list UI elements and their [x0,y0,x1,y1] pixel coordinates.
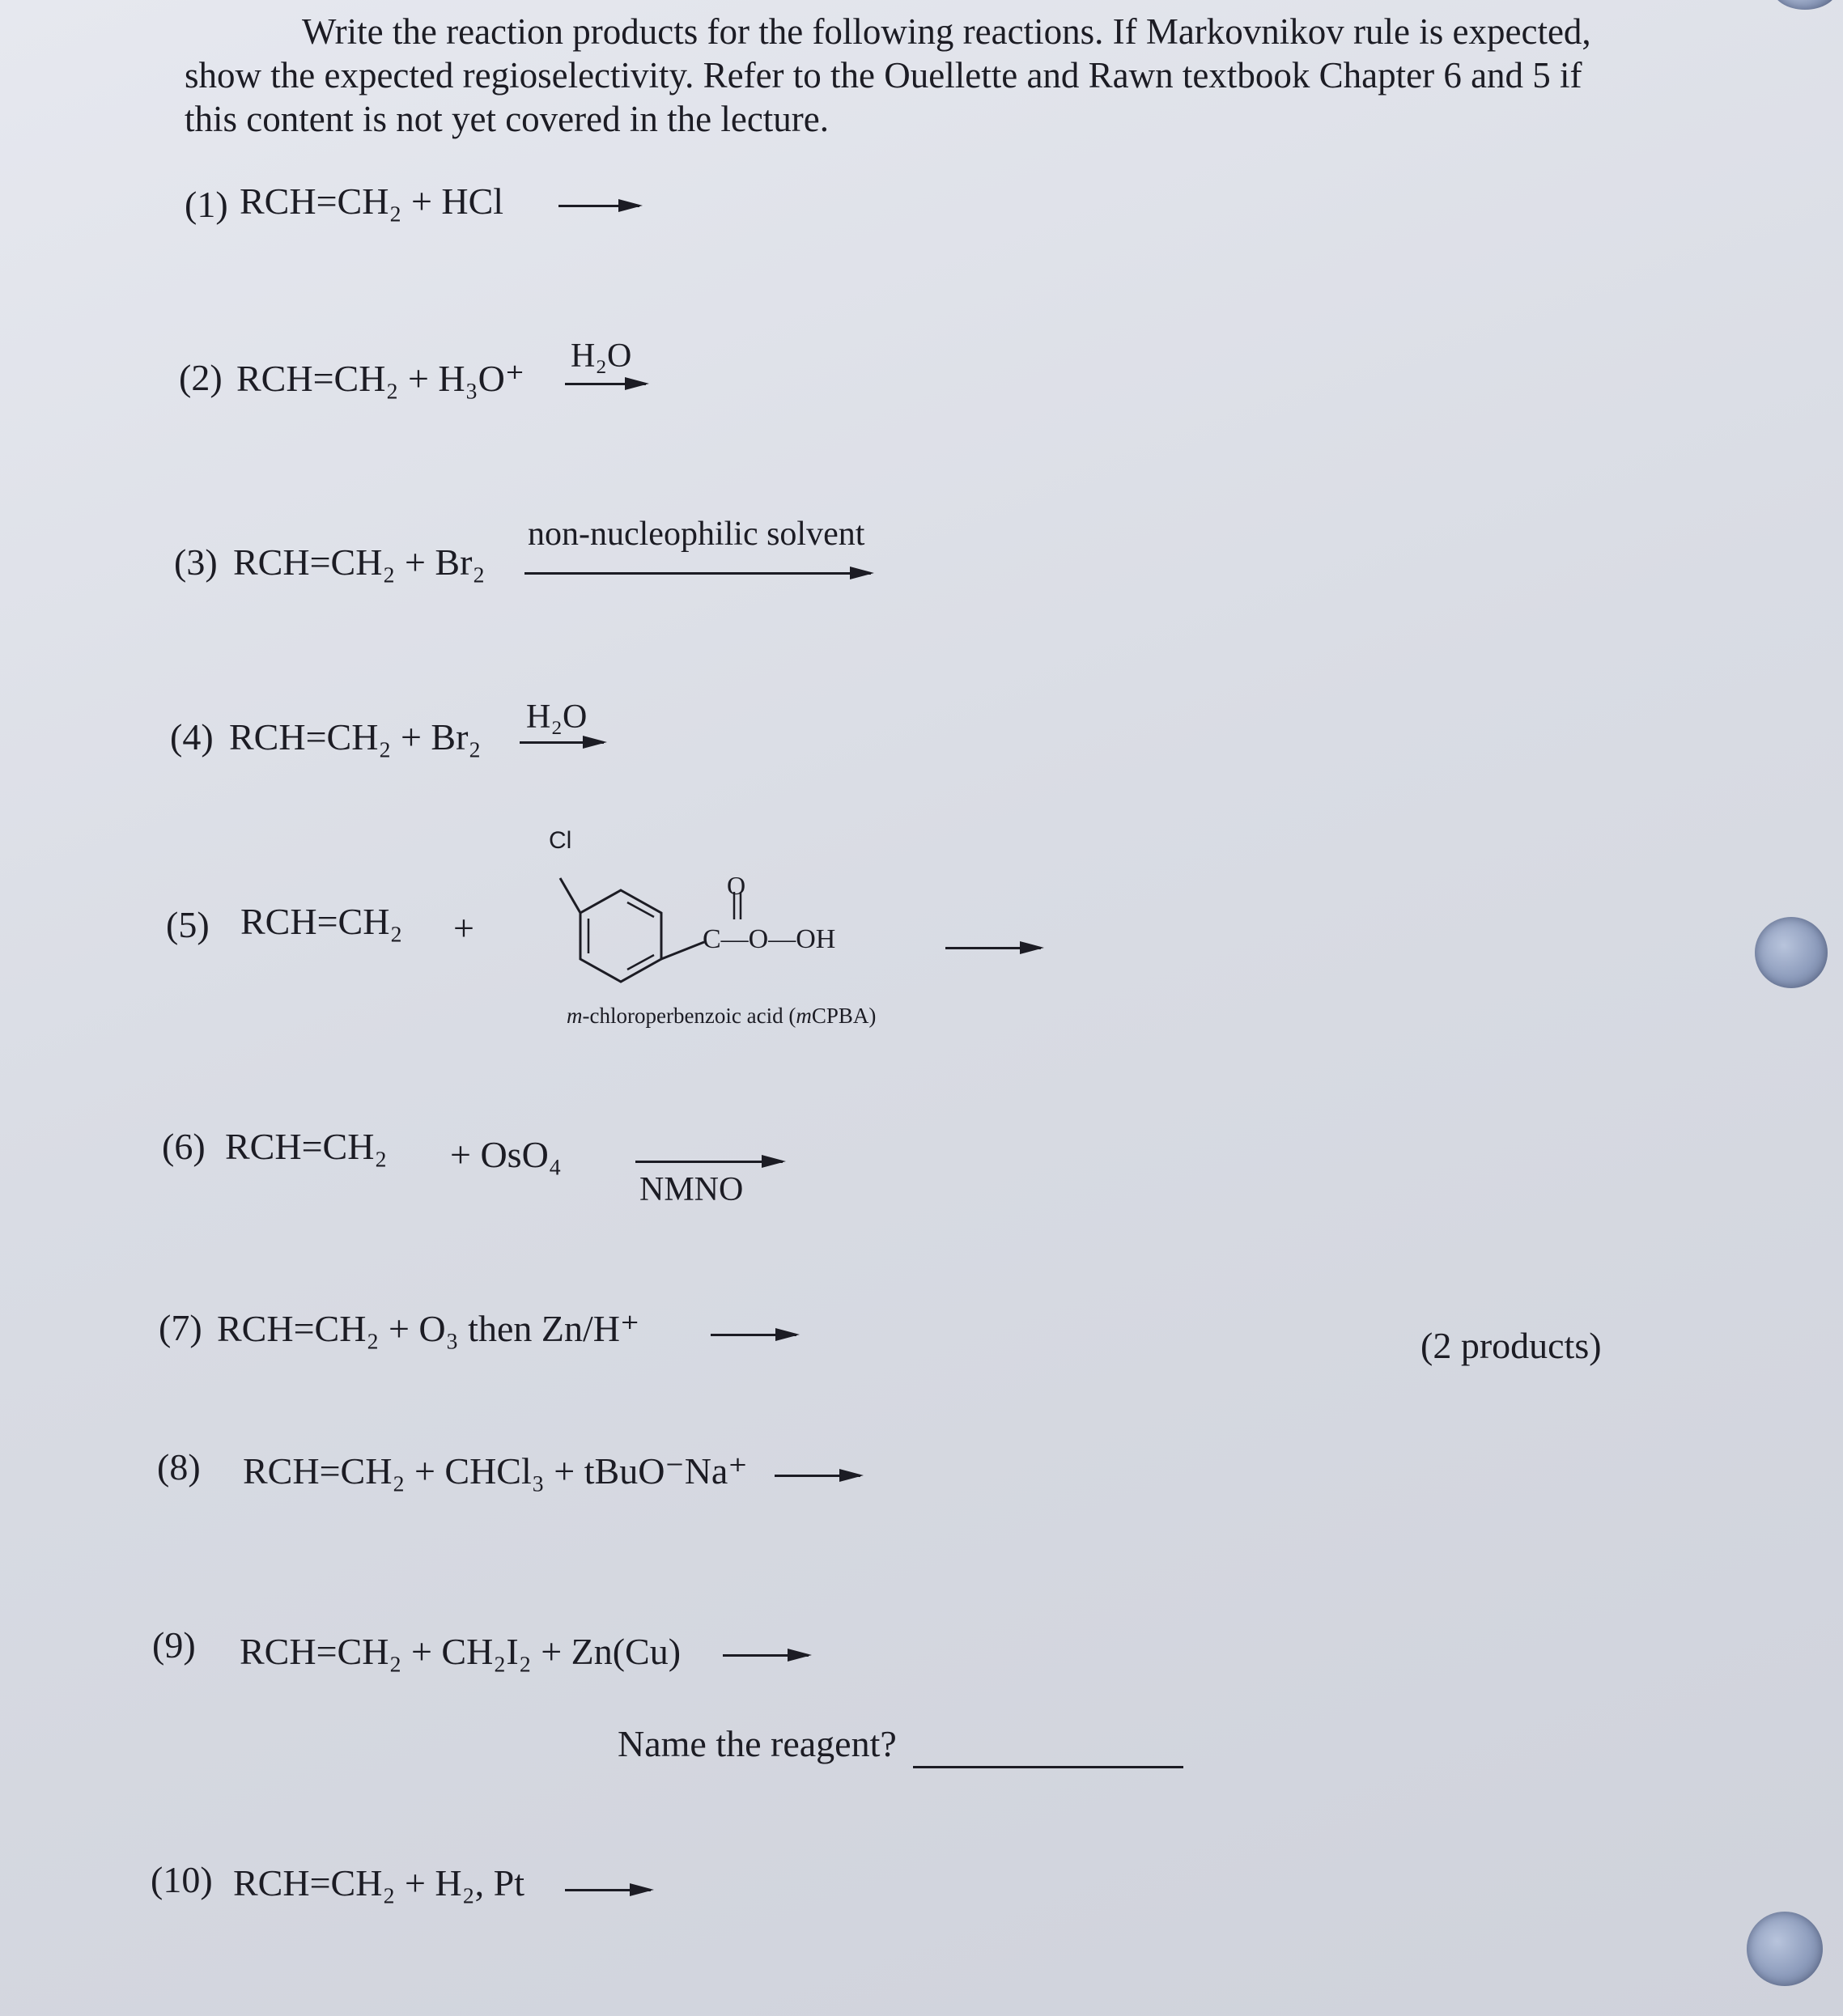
reaction-arrow [565,383,646,385]
reaction-arrow [711,1334,796,1336]
instructions-line-1: Write the reaction products for the following reactions. If Markovnikov rule is expected, [302,11,1591,52]
instructions-line-2: show the expected regioselectivity. Refer to the Ouellette and Rawn textbook Chapter 6 and 5 if [185,55,1582,95]
reaction-equation: RCH=CH₂ [240,901,403,942]
binder-hole-icon [1755,917,1828,988]
reaction-condition-above: non-nucleophilic solvent [528,516,865,553]
binder-hole-icon [1773,0,1837,10]
answer-blank[interactable] [913,1766,1183,1768]
reaction-arrow [558,205,639,207]
reaction-condition-above: H₂O [571,337,632,375]
reaction-equation: RCH=CH₂ + H₂, Pt [233,1862,525,1904]
reaction-arrow [775,1475,860,1477]
reaction-number: (8) [157,1446,201,1488]
reagent-question: Name the reagent? [618,1723,897,1764]
reaction-number: (2) [179,357,223,398]
reaction-arrow [520,741,604,744]
reaction-arrow [723,1654,809,1657]
reaction-number: (7) [159,1307,202,1348]
reaction-equation: RCH=CH₂ + H₃O⁺ [236,358,525,399]
product-count-note: (2 products) [1420,1325,1602,1366]
reaction-arrow [945,947,1041,949]
chlorine-label: Cl [549,827,572,854]
reaction-number: (3) [174,541,218,583]
reaction-equation: RCH=CH₂ [225,1126,388,1167]
mcpba-caption: m-chloroperbenzoic acid (mCPBA) [567,1004,877,1028]
reaction-equation: RCH=CH₂ + CHCl₃ + tBuO⁻Na⁺ [243,1450,748,1492]
reaction-number: (1) [185,184,228,225]
carbonyl-oxygen-label: O [727,871,746,900]
reaction-condition-below: NMNO [639,1171,744,1208]
reaction-equation: RCH=CH₂ + Br₂ [229,716,482,758]
reaction-equation: RCH=CH₂ + Br₂ [233,541,486,583]
binder-hole-icon [1747,1912,1823,1986]
reaction-condition-above: H₂O [526,698,588,736]
reaction-arrow [524,572,871,575]
instructions-line-3: this content is not yet covered in the lecture. [185,99,830,139]
reaction-number: (5) [166,904,210,945]
plus-sign: + [453,907,474,949]
reaction-equation: RCH=CH₂ + O₃ then Zn/H⁺ [217,1308,640,1349]
reaction-number: (4) [170,716,214,758]
reaction-number: (10) [151,1859,213,1900]
reaction-equation: RCH=CH₂ + HCl [240,180,504,222]
benzene-ring [580,890,661,982]
reaction-arrow [635,1161,783,1163]
reagent: + OsO₄ [450,1134,562,1175]
reaction-number: (6) [162,1126,206,1167]
instructions [185,10,1706,141]
reaction-number: (9) [152,1624,196,1666]
peroxy-chain-label: C—O—OH [703,924,836,954]
reaction-arrow [565,1889,651,1891]
reaction-equation: RCH=CH₂ + CH₂I₂ + Zn(Cu) [240,1631,682,1672]
